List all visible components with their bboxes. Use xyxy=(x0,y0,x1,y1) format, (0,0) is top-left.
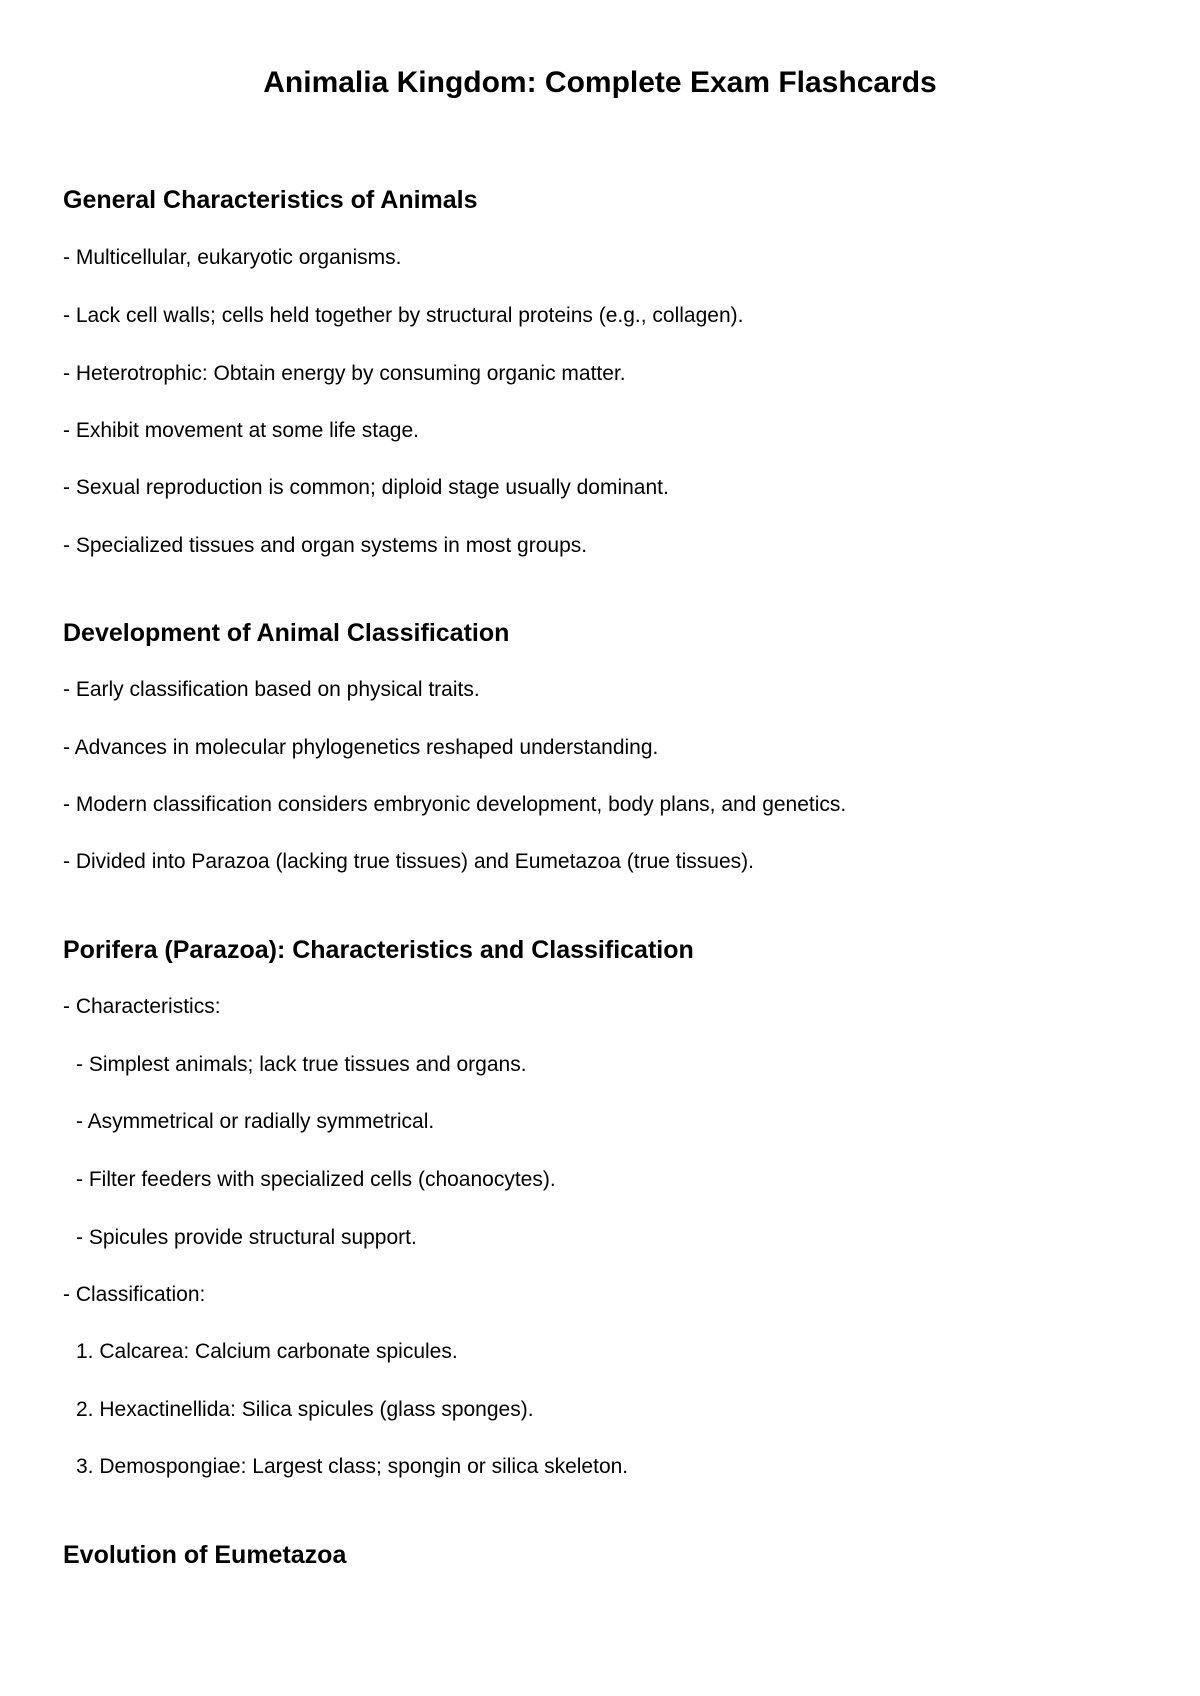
bullet-line: - Sexual reproduction is common; diploid stage usually dominant. xyxy=(63,476,669,499)
bullet-line: - Advances in molecular phylogenetics reshaped understanding. xyxy=(63,736,659,759)
bullet-line: - Multicellular, eukaryotic organisms. xyxy=(63,246,402,269)
sub-bullet-line: - Asymmetrical or radially symmetrical. xyxy=(76,1110,435,1133)
bullet-line: - Modern classification considers embryonic development, body plans, and genetics. xyxy=(63,793,847,816)
bullet-line: - Heterotrophic: Obtain energy by consuming organic matter. xyxy=(63,362,626,385)
section-heading-development-of-classification: Development of Animal Classification xyxy=(63,619,510,647)
numbered-line: 1. Calcarea: Calcium carbonate spicules. xyxy=(76,1340,458,1363)
numbered-line: 3. Demospongiae: Largest class; spongin or silica skeleton. xyxy=(76,1455,629,1478)
bullet-line: - Lack cell walls; cells held together by structural proteins (e.g., collagen). xyxy=(63,304,744,327)
bullet-line: - Specialized tissues and organ systems in most groups. xyxy=(63,534,588,557)
sub-bullet-line: - Simplest animals; lack true tissues and organs. xyxy=(76,1053,527,1076)
bullet-line: - Divided into Parazoa (lacking true tissues) and Eumetazoa (true tissues). xyxy=(63,850,754,873)
bullet-line: - Classification: xyxy=(63,1283,206,1306)
sub-bullet-line: - Filter feeders with specialized cells (choanocytes). xyxy=(76,1168,556,1191)
document-title: Animalia Kingdom: Complete Exam Flashcards xyxy=(263,66,937,99)
sub-bullet-line: - Spicules provide structural support. xyxy=(76,1226,417,1249)
bullet-line: - Characteristics: xyxy=(63,995,221,1018)
bullet-line: - Early classification based on physical traits. xyxy=(63,678,480,701)
numbered-line: 2. Hexactinellida: Silica spicules (glass sponges). xyxy=(76,1398,534,1421)
section-heading-evolution-of-eumetazoa: Evolution of Eumetazoa xyxy=(63,1541,347,1569)
bullet-line: - Exhibit movement at some life stage. xyxy=(63,419,419,442)
section-heading-porifera: Porifera (Parazoa): Characteristics and Classification xyxy=(63,936,694,964)
section-heading-general-characteristics: General Characteristics of Animals xyxy=(63,186,478,214)
